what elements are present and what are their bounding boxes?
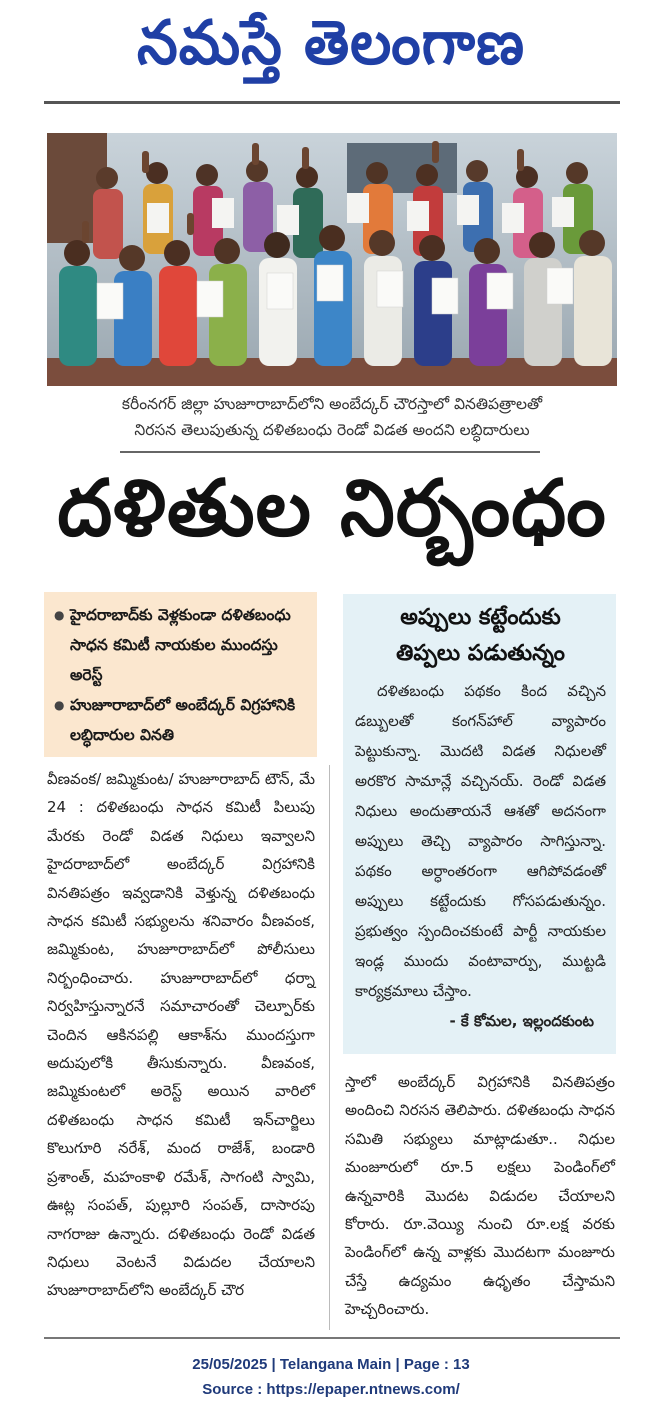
newspaper-logo: నమస్తే తెలంగాణ	[137, 6, 525, 78]
quote-title-line-1: అప్పులు కట్టేందుకు	[400, 605, 561, 630]
footer-date-page: 25/05/2025 | Telangana Main | Page : 13	[192, 1356, 470, 1373]
news-photo	[47, 133, 617, 386]
column-divider	[329, 765, 330, 1330]
highlight-item	[54, 600, 307, 690]
highlight-text: హైదరాబాద్‌కు వెళ్లకుండా దళితబంధు సాధన కమిటీ నాయకుల ముందస్తు అరెస్ట్	[70, 606, 291, 684]
quote-signature: - కే కోమల, ఇల్లందకుంట	[449, 1012, 594, 1030]
page-footer	[0, 1352, 662, 1402]
quote-title-line-2: తిప్పలు పడుతున్నం	[396, 641, 565, 666]
caption-line-1: కరీంనగర్ జిల్లా హుజూరాబాద్‌లోని అంబేద్కర్ చౌరస్తాలో వినతిపత్రాలతో	[121, 395, 543, 413]
photo-caption	[47, 391, 617, 443]
bullet-icon: ●	[54, 698, 65, 712]
quote-title	[355, 600, 606, 672]
quote-body: దళితబంధు పథకం కింద వచ్చిన డబ్బులతో కంగన్‌హాల్ వ్యాపారం పెట్టుకున్నా. మొదటి విడత నిధులతో అరకొర సామాన్లే వచ్చినయ్. రెండో విడత నిధులు అందుతాయనే ఆశతో అదనంగా అప్పులు తెచ్చి వ్యాపారం సాగిస్తున్నా. పథకం అర్ధాంతరంగా ఆగిపోవడంతో అప్పులు కట్టేందుకు గోసపడుతున్నం. ప్రభుత్వం స్పందించకుంటే పార్టీ నాయకుల ఇండ్ల ముందు వంటావార్పు, ముట్టడి కార్యక్రమాలు చేస్తాం.	[355, 682, 606, 1000]
bottom-divider	[44, 1337, 620, 1339]
highlight-text: హుజూరాబాద్‌లో అంబేద్కర్ విగ్రహానికి లబ్ధిదారుల వినతి	[70, 696, 296, 744]
article-column-left: వీణవంక/ జమ్మికుంట/ హుజూరాబాద్ టౌన్, మే 24 : దళితబంధు సాధన కమిటీ పిలుపు మేరకు రెండో విడత నిధులు ఇవ్వాలని హైదరాబాద్‌లో అంబేద్కర్ విగ్రహానికి వినతిపత్రం ఇవ్వడానికి వెళ్తున్న దళితబంధు సాధన కమిటీ సభ్యులను శనివారం వీణవంక, జమ్మికుంట, హుజూరాబాద్‌లో పోలీసులు నిర్బంధించారు. హుజూరాబాద్‌లో ధర్నా నిర్వహిస్తున్నారనే సమాచారంతో చెల్పూర్‌కు చెందిన ఆకినపల్లి ఆకాశ్‌ను ముందస్తుగా అదుపులోకి తీసుకున్నారు. వీణవంక, జమ్మికుంటలో అరెస్ట్ అయిన వారిలో దళితబంధు సాధన కమిటీ ఇన్‌చార్జిలు కొలుగూరి నరేశ్, మంద రాజేశ్, బండారి ప్రశాంత్, మహంకాళి రమేశ్, సాగంటి స్వామి, ఊట్ల సంపత్, పుల్లూరి సంపత్, దాసారపు నాగరాజు ఉన్నారు. దళితబంధు రెండో విడత నిధులు వెంటనే విడుదల చేయాలని హుజూరాబాద్‌లోని అంబేద్కర్ చౌర	[47, 770, 315, 1300]
caption-divider	[120, 451, 540, 453]
masthead-divider	[44, 101, 620, 104]
headline: దళితుల నిర్బంధం	[57, 463, 607, 554]
highlight-item	[54, 690, 307, 750]
bullet-icon: ●	[54, 608, 65, 622]
caption-line-2: నిరసన తెలుపుతున్న దళితబంధు రెండో విడత అందని లబ్ధిదారులు	[134, 421, 530, 439]
protest-photo-illustration	[47, 133, 617, 386]
footer-source: Source : https://epaper.ntnews.com/	[202, 1381, 460, 1398]
article-column-right: స్తాలో అంబేద్కర్ విగ్రహానికి వినతిపత్రం అందించి నిరసన తెలిపారు. దళితబంధు సాధన సమితి సభ్యులు మాట్లాడుతూ.. నిధుల మంజూరులో రూ.5 లక్షలు పెండింగ్‌లో ఉన్నవారికి మొదట విడుదల చేయాలని కోరారు. రూ.వెయ్యి నుంచి రూ.లక్ష వరకు పెండింగ్‌లో ఉన్న వాళ్లకు మొదటగా మంజూరు చేస్తే ఉద్యమం ఉధృతం చేస్తామని హెచ్చరించారు.	[345, 1073, 615, 1319]
highlights-box	[44, 592, 317, 757]
masthead	[0, 0, 662, 100]
quote-box	[343, 594, 616, 1054]
